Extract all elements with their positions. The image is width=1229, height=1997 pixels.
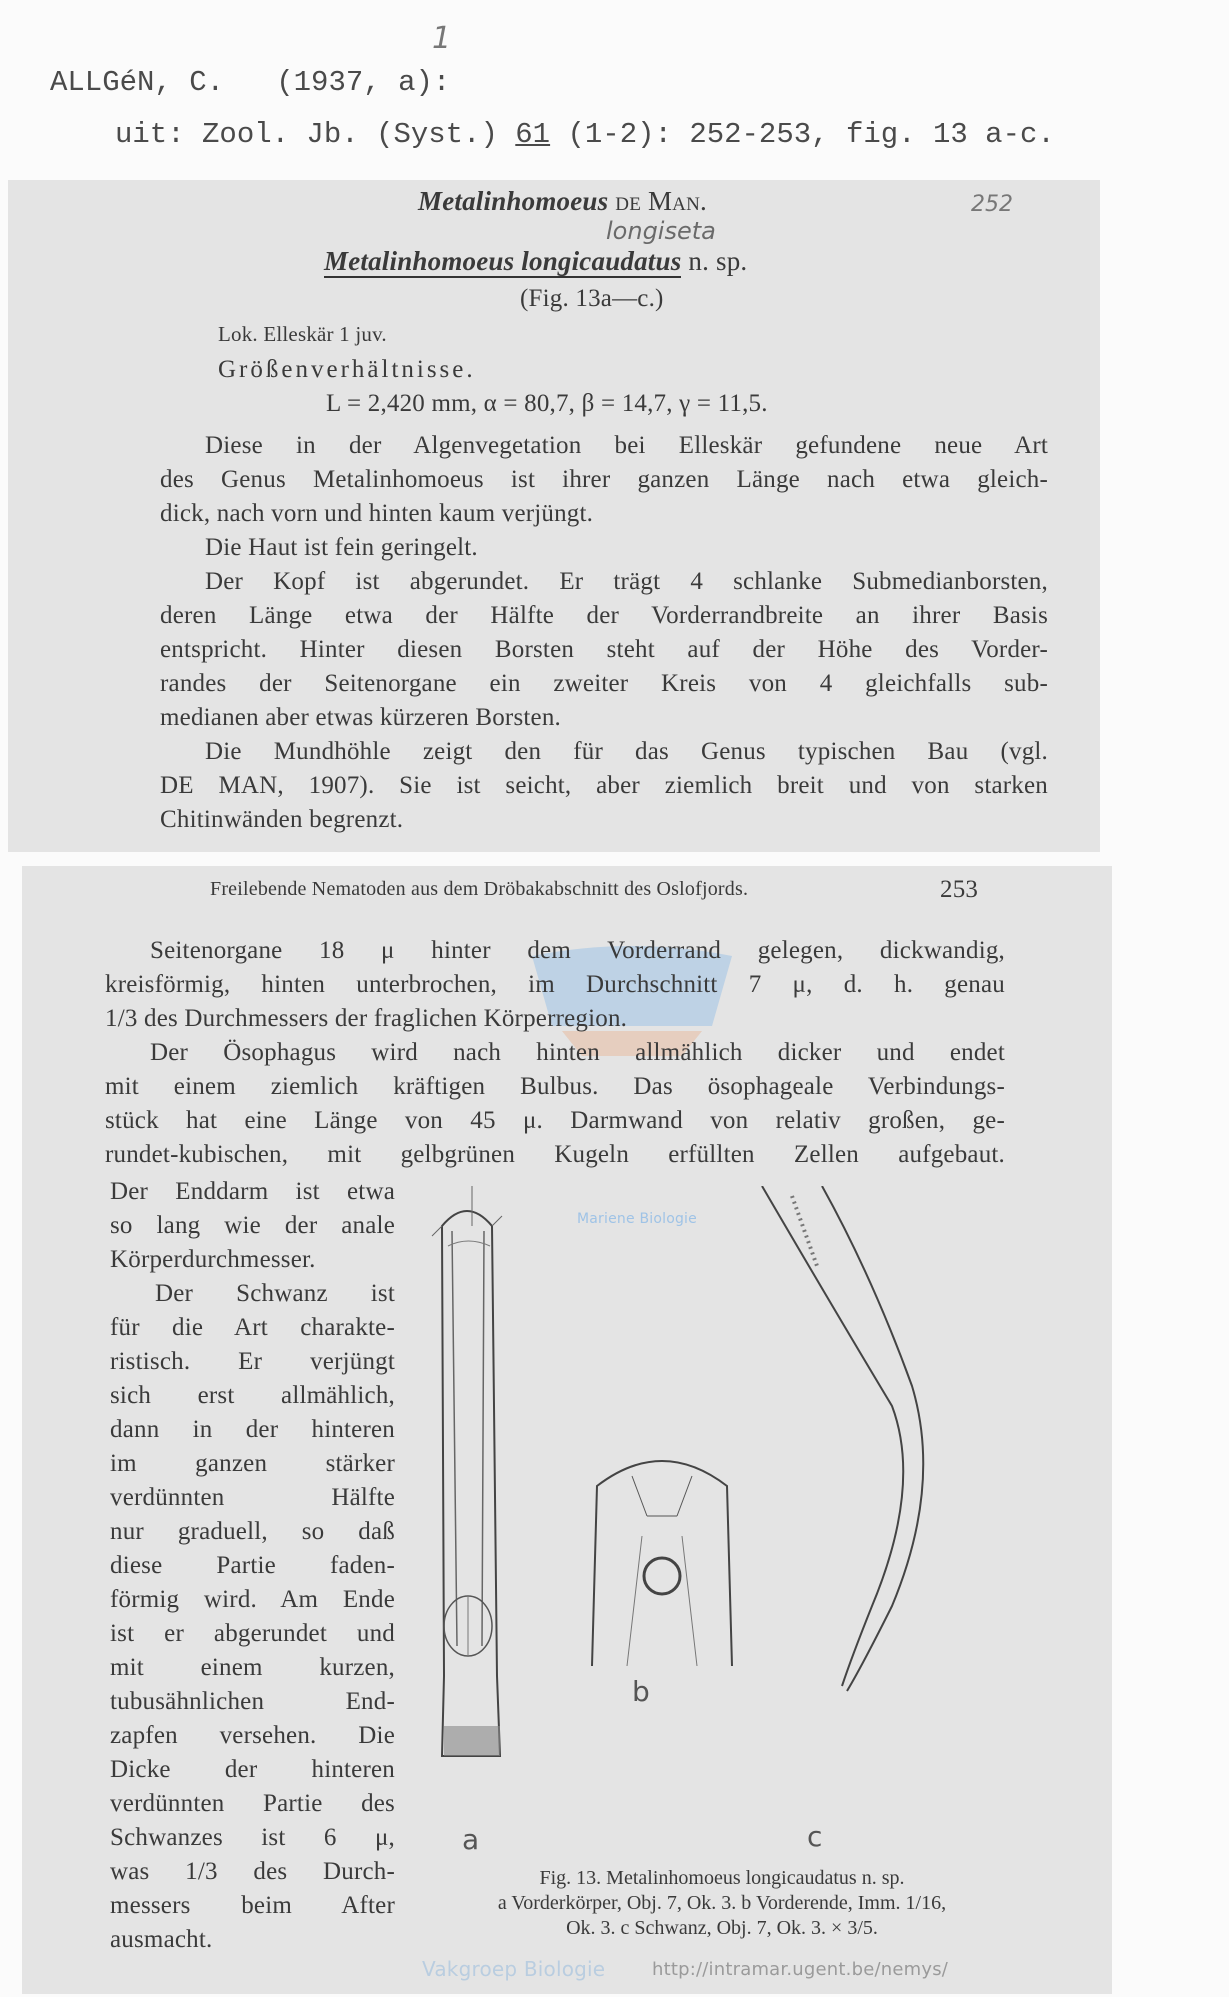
size-heading: Größenverhältnisse. xyxy=(218,356,476,383)
running-head: Freilebende Nematoden aus dem Dröbakabschnitt des Oslofjords. xyxy=(210,878,749,900)
fig-ref: (Fig. 13a—c.) xyxy=(520,285,664,312)
text-line: was 1/3 des Durch- xyxy=(110,1858,395,1885)
text-line: Chitinwänden begrenzt. xyxy=(160,806,404,833)
figure-caption xyxy=(402,1866,1042,1941)
figure-13c-tail xyxy=(742,1186,1002,1706)
text-line: medianen aber etwas kürzeren Borsten. xyxy=(160,704,561,731)
text-line: kreisförmig, hinten unterbrochen, im Durchschnitt 7 μ, d. h. genau xyxy=(105,971,1005,998)
text-line: Schwanzes ist 6 μ, xyxy=(110,1824,395,1851)
text-line: verdünnten Hälfte xyxy=(110,1484,395,1511)
card-citation-line2 xyxy=(115,118,1055,151)
text-line: nur graduell, so daß xyxy=(110,1518,395,1545)
page-number: 253 xyxy=(940,876,979,903)
text-line: dick, nach vorn und hinten kaum verjüngt. xyxy=(160,500,594,527)
text-line: Der Ösophagus wird nach hinten allmählich dicker und endet xyxy=(150,1039,1005,1066)
text-line: entspricht. Hinter diesen Borsten steht auf der Höhe des Vorder- xyxy=(160,636,1048,663)
caption-line: a Vorderkörper, Obj. 7, Ok. 3. b Vorderende, Imm. 1/16, xyxy=(497,1892,947,1914)
measurements: L = 2,420 mm, α = 80,7, β = 14,7, γ = 11,5. xyxy=(326,390,768,417)
clipping-page-252 xyxy=(8,180,1100,852)
text-line: ist er abgerundet und xyxy=(110,1620,395,1647)
text-line: Dicke der hinteren xyxy=(110,1756,395,1783)
text-line: ausmacht. xyxy=(110,1926,213,1953)
year: (1937, a): xyxy=(276,66,451,99)
text-line: des Genus Metalinhomoeus ist ihrer ganzen Länge nach etwa gleich- xyxy=(160,466,1048,493)
text-line: Der Kopf ist abgerundet. Er trägt 4 schlanke Submedianborsten, xyxy=(205,568,1048,595)
figure-label-c: c xyxy=(807,1820,823,1853)
text-line: messers beim After xyxy=(110,1892,395,1919)
text-line: Die Haut ist fein geringelt. xyxy=(205,534,478,561)
volume: 61 xyxy=(515,118,551,151)
text-line: mit einem ziemlich kräftigen Bulbus. Das ösophageale Verbindungs- xyxy=(105,1073,1005,1100)
text-line: randes der Seitenorgane ein zweiter Kreis von 4 gleichfalls sub- xyxy=(160,670,1048,697)
watermark-arc-text: Mariene Biologie xyxy=(577,1211,697,1227)
page-note: 252 xyxy=(971,192,1013,217)
figure-label-b: b xyxy=(632,1675,650,1708)
author: ALLGéN, C. xyxy=(50,66,225,99)
text-line: mit einem kurzen, xyxy=(110,1654,395,1681)
text-line: so lang wie der anale xyxy=(110,1212,395,1239)
watermark-url: http://intramar.ugent.be/nemys/ xyxy=(652,1959,949,1980)
text-line: deren Länge etwa der Hälfte der Vorderrandbreite an ihrer Basis xyxy=(160,602,1048,629)
text-line: Die Mundhöhle zeigt den für das Genus typischen Bau (vgl. xyxy=(205,738,1048,765)
clipping-page-253 xyxy=(22,866,1112,1994)
text-line: Seitenorgane 18 μ hinter dem Vorderrand gelegen, dickwandig, xyxy=(150,937,1005,964)
handwritten-correction: longiseta xyxy=(606,217,716,245)
source-pages: (1-2): 252-253, fig. 13 a-c. xyxy=(567,118,1055,151)
text-line: Diese in der Algenvegetation bei Elleskär gefundene neue Art xyxy=(205,432,1048,459)
caption-line: Ok. 3. c Schwanz, Obj. 7, Ok. 3. × 3/5. xyxy=(566,1917,878,1939)
text-line: Körperdurchmesser. xyxy=(110,1246,316,1273)
text-line: sich erst allmählich, xyxy=(110,1382,395,1409)
text-line: Der Schwanz ist xyxy=(155,1280,395,1307)
text-line: verdünnten Partie des xyxy=(110,1790,395,1817)
species-heading: Metalinhomoeus longicaudatus n. sp. xyxy=(324,246,748,276)
text-line: DE MAN, 1907). Sie ist seicht, aber ziemlich breit und von starken xyxy=(160,772,1048,799)
genus-heading: Metalinhomoeus de Man. xyxy=(418,186,707,216)
figure-13b-anterior-end xyxy=(572,1446,752,1686)
text-line: dann in der hinteren xyxy=(110,1416,395,1443)
text-line: Der Enddarm ist etwa xyxy=(110,1178,395,1205)
text-line: zapfen versehen. Die xyxy=(110,1722,395,1749)
caption-line: Fig. 13. Metalinhomoeus longicaudatus n. sp. xyxy=(539,1867,905,1889)
text-line: tubusähnlichen End- xyxy=(110,1688,395,1715)
text-line: stück hat eine Länge von 45 μ. Darmwand von relativ großen, ge- xyxy=(105,1107,1005,1134)
text-line: für die Art charakte- xyxy=(110,1314,395,1341)
figure-label-a: a xyxy=(462,1823,480,1856)
text-line: im ganzen stärker xyxy=(110,1450,395,1477)
text-line: diese Partie faden- xyxy=(110,1552,395,1579)
text-line: rundet-kubischen, mit gelbgrünen Kugeln erfüllten Zellen aufgebaut. xyxy=(105,1141,1005,1168)
watermark-org: Vakgroep Biologie xyxy=(422,1957,606,1981)
locality: Lok. Elleskär 1 juv. xyxy=(218,322,387,346)
year-correction: 1 xyxy=(432,21,452,56)
text-line: ristisch. Er verjüngt xyxy=(110,1348,395,1375)
text-line: 1/3 des Durchmessers der fraglichen Körperregion. xyxy=(105,1005,628,1032)
figure-13a-anterior-body xyxy=(412,1186,552,1826)
source-journal: uit: Zool. Jb. (Syst.) xyxy=(115,118,498,151)
card-citation-line1 xyxy=(50,66,450,99)
text-line: förmig wird. Am Ende xyxy=(110,1586,395,1613)
